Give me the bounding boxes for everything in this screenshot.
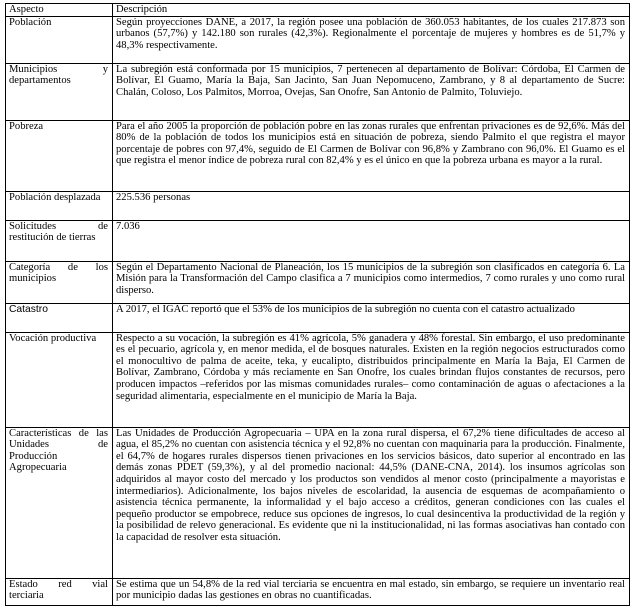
table-row (6, 303, 630, 332)
row-description-catastro: A 2017, el IGAC reportó que el 53% de los municipios de la subregión no cuenta con el catastro actualizado (113, 303, 630, 332)
table-row (6, 220, 630, 261)
row-aspect-vocacion-productiva: Vocación productiva (6, 332, 113, 427)
table-row (6, 578, 630, 605)
table-row (6, 16, 630, 63)
row-aspect-pobreza: Pobreza (6, 120, 113, 191)
row-description-categoria-municipios: Según el Departamento Nacional de Planeación, los 15 municipios de la subregión son clasificados en categoría 6. La Misión para la Transformación del Campo clasifica a 7 municipios como intermedios, 7 como rurales y uno como rural disperso. (113, 261, 630, 303)
document-table (5, 3, 630, 606)
row-description-solicitudes-restitucion: 7.036 (113, 220, 630, 261)
row-aspect-municipios: Municipios y departamentos (6, 63, 113, 120)
row-description-caracteristicas-upa: Las Unidades de Producción Agropecuaria – UPA en la zona rural dispersa, el 67,2% tiene dificultades de acceso al agua, el 85,2% no cuentan con asistencia técnica y el 92,8% no cuentan con maquinaria para la producción. Finalmente, el 64,7% de hogares rurales dispersos tienen privaciones en los servicios básicos, dato superior al encontrado en las demás zonas PDET (59,3%), y al del promedio nacional: 44,5% (DANE-CNA, 2014). los insumos agrícolas son adquiridos al mayor costo del mercado y los productos son vendidos al menor costo (principalmente a mayoristas e intermediarios). Adicionalmente, los bajos niveles de escolaridad, la ausencia de esquemas de acompañamiento o asistencia técnica permanente, la informalidad y el bajo acceso a créditos, generan condiciones con las cuales el pequeño productor se empobrece, reduce sus opciones de ingresos, lo cual desincentiva la productividad de la región y la posibilidad de relevo generacional. Es evidente que ni la institucionalidad, ni las formas asociativas han contado con la capacidad de resolver esta situación. (113, 427, 630, 578)
row-aspect-solicitudes-restitucion: Solicitudes de restitución de tierras (6, 220, 113, 261)
header-aspect: Aspecto (6, 4, 113, 17)
row-aspect-red-vial: Estado red vial terciaria (6, 578, 113, 605)
row-aspect-catastro: Catastro (6, 303, 113, 332)
table-row (6, 120, 630, 191)
table-header-row (6, 4, 630, 17)
row-aspect-poblacion: Población (6, 16, 113, 63)
row-description-pobreza: Para el año 2005 la proporción de población pobre en las zonas rurales que enfrentan privaciones es de 92,6%. Más del 80% de la población de todos los municipios está en situación de pobreza, siendo Palmito el que registra el mayor porcentaje de pobres con 97,4%, seguido de El Carmen de Bolívar con 96,8% y Zambrano con 96,0%. El Guamo es el que registra el menor índice de pobreza rural con 82,4% y es el único en que la pobreza urbana es mayor a la rural. (113, 120, 630, 191)
row-description-red-vial: Se estima que un 54,8% de la red vial terciaria se encuentra en mal estado, sin embargo, se requiere un inventario real por municipio dadas las gestiones en obras no cuantificadas. (113, 578, 630, 605)
table-row (6, 332, 630, 427)
table-row (6, 261, 630, 303)
row-description-poblacion: Según proyecciones DANE, a 2017, la región posee una población de 360.053 habitantes, de los cuales 217.873 son urbanos (57,7%) y 142.180 son rurales (42,3%). Regionalmente el porcentaje de mujeres y hombres es de 51,7% y 48,3% respectivamente. (113, 16, 630, 63)
table-row (6, 63, 630, 120)
row-description-vocacion-productiva: Respecto a su vocación, la subregión es 41% agrícola, 5% ganadera y 48% forestal. Sin embargo, el uso predominante es el pecuario, agrícola y, en menor medida, el de bosques naturales. Existen en la región negocios estructurados como el monocultivo de palma de aceite, teka, y eucalipto, distribuidos principalmente en María la Baja, El Carmen de Bolívar, Zambrano, Córdoba y más reciamente en San Onofre, los cuales brindan flujos constantes de recursos, pero producen impactos –referidos por las mismas comunidades rurales– como contaminación de aguas o afectaciones a la seguridad alimentaria, especialmente en el municipio de María la Baja. (113, 332, 630, 427)
row-description-municipios: La subregión está conformada por 15 municipios, 7 pertenecen al departamento de Bolívar: Córdoba, El Carmen de Bolívar, El Guamo, María la Baja, San Jacinto, San Juan Nepomuceno, Zambrano, y 8 al departamento de Sucre: Chalán, Coloso, Los Palmitos, Morroa, Ovejas, San Onofre, San Antonio de Palmito, Toluviejo. (113, 63, 630, 120)
table-row (6, 427, 630, 578)
row-aspect-caracteristicas-upa: Características de las Unidades de Producción Agropecuaria (6, 427, 113, 578)
header-description: Descripción (113, 4, 630, 17)
row-description-poblacion-desplazada: 225.536 personas (113, 191, 630, 220)
table-row (6, 191, 630, 220)
row-aspect-categoria-municipios: Categoría de los municipios (6, 261, 113, 303)
row-aspect-poblacion-desplazada: Población desplazada (6, 191, 113, 220)
